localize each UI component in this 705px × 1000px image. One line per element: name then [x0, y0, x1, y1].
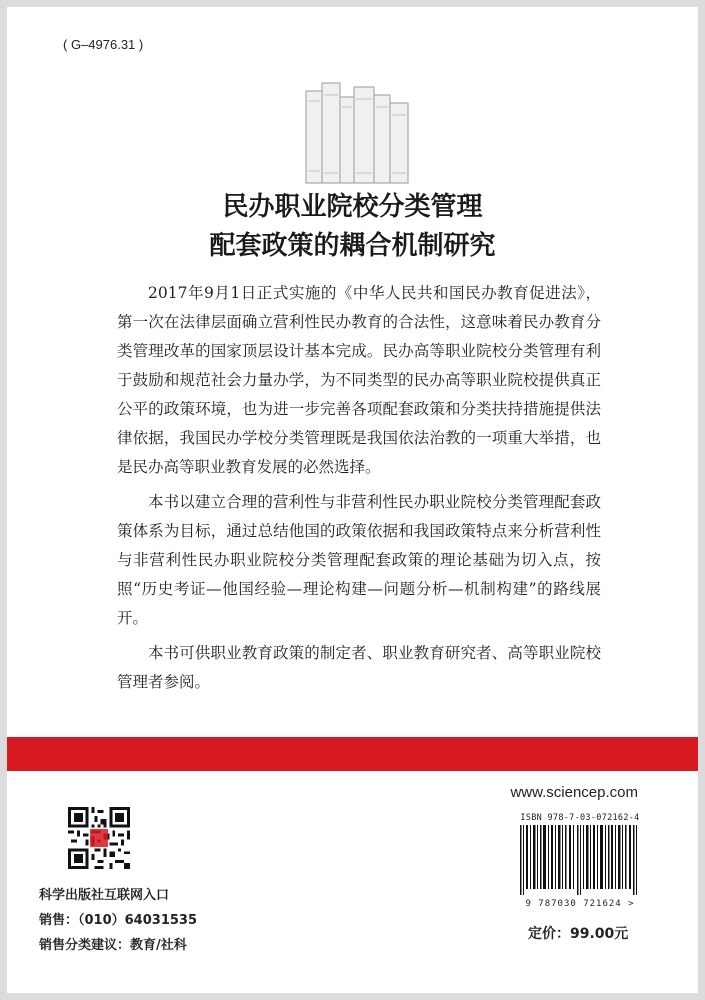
book-stack-illustration — [302, 77, 412, 187]
book-title-line-1: 民办职业院校分类管理 — [222, 192, 483, 222]
description-paragraph-1: 2017年9月1日正式实施的《中华人民共和国民办教育促进法》，第一次在法律层面确立营利性民办教育的合法性，这意味着民办教育分类管理改革的国家顶层设计基本完成。民办高等职业院校分类管理有利于鼓励和规范社会力量办学，为不同类型的民办高等职业院校提供真正公平的政策环境，也为进一步完善各项配套政策和分类扶持措施提供法律依据，我国民办学校分类管理既是我国依法治教的一项重大举措，也是民办高等职业教育发展的必然选择。 — [117, 284, 601, 476]
sales-phone: 销售：（010）64031535 — [39, 913, 197, 928]
barcode — [516, 823, 644, 895]
book-title-line-2: 配套政策的耦合机制研究 — [209, 231, 496, 261]
red-accent-band — [7, 737, 698, 771]
price-label: 定价：99.00元 — [528, 926, 629, 942]
description — [117, 279, 601, 703]
book-back-cover — [7, 7, 698, 993]
publisher-website: www.sciencep.com — [510, 784, 638, 801]
qr-code — [68, 807, 130, 869]
publisher-portal-label: 科学出版社互联网入口 — [39, 888, 170, 903]
classification-code: ( G–4976.31 ) — [63, 37, 144, 52]
isbn-barcode-block — [516, 813, 644, 909]
description-paragraph-2: 本书以建立合理的营利性与非营利性民办职业院校分类管理配套政策体系为目标，通过总结他国的政策依据和我国政策特点来分析营利性与非营利性民办职业院校分类管理配套政策的理论基础为切入点，按照“历史考证—他国经验—理论构建—问题分析—机制构建”的路线展开。 — [117, 493, 601, 627]
barcode-digits: 9 787030 721624 > — [525, 899, 635, 909]
description-paragraph-3: 本书可供职业教育政策的制定者、职业教育研究者、高等职业院校管理者参阅。 — [117, 644, 601, 691]
isbn-text: ISBN 978-7-03-072162-4 — [520, 813, 640, 823]
sales-category: 销售分类建议：教育/社科 — [39, 938, 187, 953]
